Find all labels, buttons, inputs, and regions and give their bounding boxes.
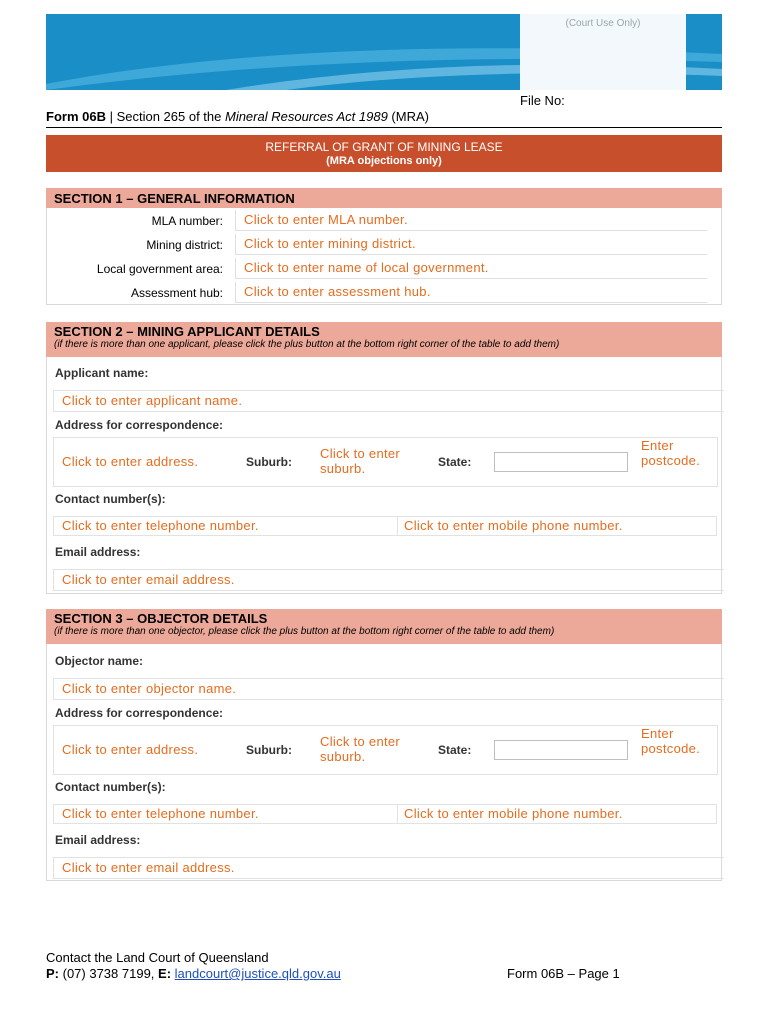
objector-name-label: Objector name: xyxy=(55,654,144,668)
act-abbrev: (MRA) xyxy=(387,109,429,124)
objector-telephone-placeholder: Click to enter telephone number. xyxy=(62,806,259,821)
applicant-contact-label: Contact number(s): xyxy=(55,492,166,506)
section2-note: (if there is more than one applicant, please click the plus button at the bottom right corner of the table to add them) xyxy=(54,339,560,350)
court-use-label: (Court Use Only) xyxy=(565,18,641,29)
mining-district-placeholder: Click to enter mining district. xyxy=(244,236,416,251)
mla-number-placeholder: Click to enter MLA number. xyxy=(244,212,408,227)
objector-address-field[interactable]: Click to enter address. xyxy=(62,742,199,757)
mining-district-field[interactable] xyxy=(235,234,707,255)
objector-mobile-field[interactable] xyxy=(397,804,717,824)
objector-state-label: State: xyxy=(438,743,472,757)
applicant-name-label: Applicant name: xyxy=(55,366,149,380)
objector-address-label: Address for correspondence: xyxy=(55,706,224,720)
act-name: Mineral Resources Act 1989 xyxy=(224,109,388,124)
assessment-hub-placeholder: Click to enter assessment hub. xyxy=(244,284,431,299)
footer-phone: (07) 3738 7199, xyxy=(59,966,159,981)
local-government-field[interactable] xyxy=(235,258,707,279)
applicant-mobile-field[interactable] xyxy=(397,516,717,536)
footer-email-prefix: E: xyxy=(158,966,172,981)
objector-mobile-placeholder: Click to enter mobile phone number. xyxy=(404,806,623,821)
objector-state-select[interactable] xyxy=(494,740,628,760)
applicant-address-field[interactable]: Click to enter address. xyxy=(62,454,199,469)
footer-phone-prefix: P: xyxy=(46,966,59,981)
applicant-email-field[interactable] xyxy=(53,569,724,591)
form-section-text: | Section 265 of the xyxy=(105,109,225,124)
applicant-telephone-placeholder: Click to enter telephone number. xyxy=(62,518,259,533)
local-government-label: Local government area: xyxy=(96,262,223,276)
mining-district-row xyxy=(47,234,721,256)
applicant-telephone-field[interactable] xyxy=(53,516,398,536)
section1-heading: SECTION 1 – GENERAL INFORMATION xyxy=(54,191,295,206)
applicant-email-placeholder: Click to enter email address. xyxy=(62,572,235,587)
applicant-postcode-field[interactable]: Enter postcode. xyxy=(641,438,701,468)
objector-email-field[interactable] xyxy=(53,857,724,879)
objector-name-field[interactable] xyxy=(53,678,724,700)
applicant-suburb-field[interactable]: Click to enter suburb. xyxy=(320,446,401,476)
objector-address-group xyxy=(53,725,718,775)
footer-contact-line: Contact the Land Court of Queensland xyxy=(46,950,269,965)
footer-contact-details xyxy=(46,966,341,981)
applicant-address-label: Address for correspondence: xyxy=(55,418,224,432)
local-government-row xyxy=(47,258,721,280)
objector-telephone-field[interactable] xyxy=(53,804,398,824)
form-title: REFERRAL OF GRANT OF MINING LEASE xyxy=(265,140,503,154)
mla-number-label: MLA number: xyxy=(151,214,223,228)
section2-heading: SECTION 2 – MINING APPLICANT DETAILS xyxy=(54,324,320,339)
assessment-hub-field[interactable] xyxy=(235,282,707,303)
applicant-state-label: State: xyxy=(438,455,472,469)
header-divider xyxy=(46,127,722,128)
applicant-name-field[interactable] xyxy=(53,390,724,412)
form-reference xyxy=(46,109,429,124)
mla-number-field[interactable] xyxy=(235,210,707,231)
assessment-hub-label: Assessment hub: xyxy=(130,286,223,300)
section2-box xyxy=(46,357,722,594)
footer-page-label: Form 06B – Page 1 xyxy=(507,966,620,981)
section2-header xyxy=(46,322,722,357)
section1-header xyxy=(46,188,722,208)
footer-email-link[interactable]: landcourt@justice.qld.gov.au xyxy=(174,966,341,981)
objector-suburb-field[interactable]: Click to enter suburb. xyxy=(320,734,401,764)
form-subtitle: (MRA objections only) xyxy=(326,155,442,167)
section3-heading: SECTION 3 – OBJECTOR DETAILS xyxy=(54,611,268,626)
file-no-label: File No: xyxy=(520,93,565,108)
objector-suburb-label: Suburb: xyxy=(246,743,292,757)
applicant-suburb-label: Suburb: xyxy=(246,455,292,469)
mla-number-row xyxy=(47,210,721,232)
applicant-email-label: Email address: xyxy=(55,545,141,559)
objector-contact-label: Contact number(s): xyxy=(55,780,166,794)
section3-header xyxy=(46,609,722,644)
applicant-mobile-placeholder: Click to enter mobile phone number. xyxy=(404,518,623,533)
form-code: Form 06B xyxy=(46,109,106,124)
applicant-name-placeholder: Click to enter applicant name. xyxy=(62,393,243,408)
objector-postcode-field[interactable]: Enter postcode. xyxy=(641,726,701,756)
assessment-hub-row xyxy=(47,282,721,304)
section3-note: (if there is more than one objector, please click the plus button at the bottom right corner of the table to add them) xyxy=(54,626,555,637)
section1-box xyxy=(46,208,722,305)
mining-district-label: Mining district: xyxy=(146,238,223,252)
applicant-state-select[interactable] xyxy=(494,452,628,472)
objector-email-label: Email address: xyxy=(55,833,141,847)
section3-box xyxy=(46,644,722,881)
objector-email-placeholder: Click to enter email address. xyxy=(62,860,235,875)
form-title-bar xyxy=(46,135,722,172)
applicant-address-group xyxy=(53,437,718,487)
local-government-placeholder: Click to enter name of local government. xyxy=(244,260,489,275)
objector-name-placeholder: Click to enter objector name. xyxy=(62,681,237,696)
